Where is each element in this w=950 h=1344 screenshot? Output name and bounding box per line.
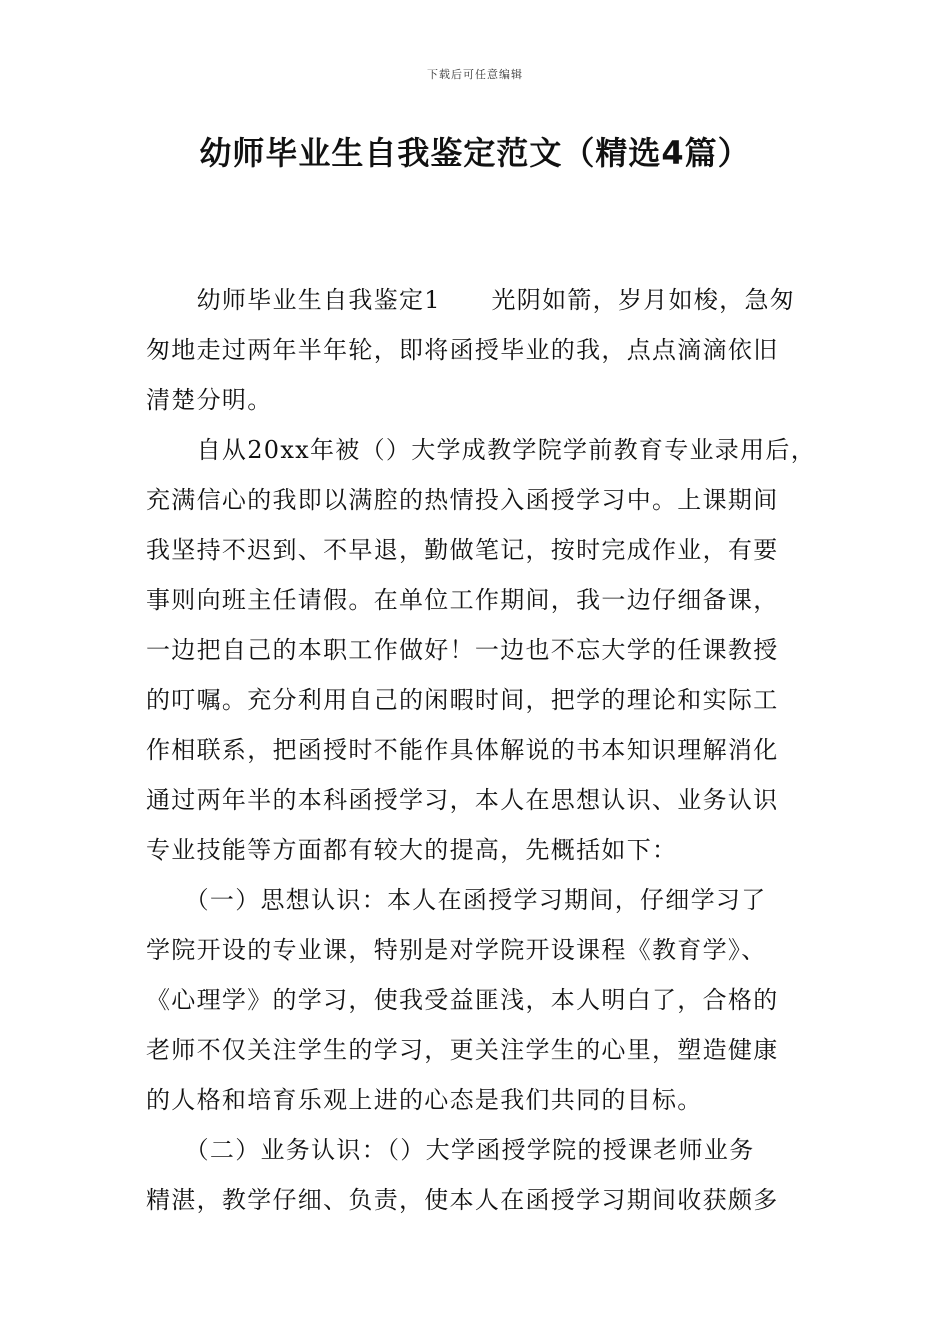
body-line: 精湛，教学仔细、负责，使本人在函授学习期间收获颇多 (146, 1186, 779, 1214)
body-line: 专业技能等方面都有较大的提高，先概括如下： (146, 836, 678, 864)
body-line: 匆地走过两年半年轮，即将函授毕业的我，点点滴滴依旧 (146, 336, 779, 364)
body-line: 作相联系，把函授时不能作具体解说的书本知识理解消化 (146, 736, 779, 764)
document-title: 幼师毕业生自我鉴定范文（精选4篇） (199, 134, 751, 172)
body-line: 充满信心的我即以满腔的热情投入函授学习中。上课期间 (146, 486, 779, 514)
body-line: 学院开设的专业课，特别是对学院开设课程《教育学》、 (146, 936, 767, 964)
body-line: （一）思想认识：本人在函授学习期间，仔细学习了 (146, 886, 767, 914)
body-line: 我坚持不迟到、不早退，勤做笔记，按时完成作业，有要 (146, 536, 779, 564)
body-line: （二）业务认识：（）大学函授学院的授课老师业务 (146, 1136, 755, 1164)
body-line: 自从20xx年被（）大学成教学院学前教育专业录用后， (146, 436, 817, 464)
body-line: 通过两年半的本科函授学习，本人在思想认识、业务认识 (146, 786, 779, 814)
body-line: 一边把自己的本职工作做好！一边也不忘大学的任课教授 (146, 636, 779, 664)
page-header-note: 下载后可任意编辑 (427, 68, 523, 81)
body-line: 老师不仅关注学生的学习，更关注学生的心里，塑造健康 (146, 1036, 779, 1064)
body-line: 《心理学》的学习，使我受益匪浅，本人明白了，合格的 (146, 986, 779, 1014)
body-line: 幼师毕业生自我鉴定1 光阴如箭，岁月如梭，急匆 (146, 286, 796, 314)
body-line: 的叮嘱。充分利用自己的闲暇时间，把学的理论和实际工 (146, 686, 779, 714)
body-line: 清楚分明。 (146, 386, 273, 414)
body-line: 事则向班主任请假。在单位工作期间，我一边仔细备课， (146, 586, 779, 614)
document-body (146, 280, 817, 1230)
body-line: 的人格和培育乐观上进的心态是我们共同的目标。 (146, 1086, 703, 1114)
